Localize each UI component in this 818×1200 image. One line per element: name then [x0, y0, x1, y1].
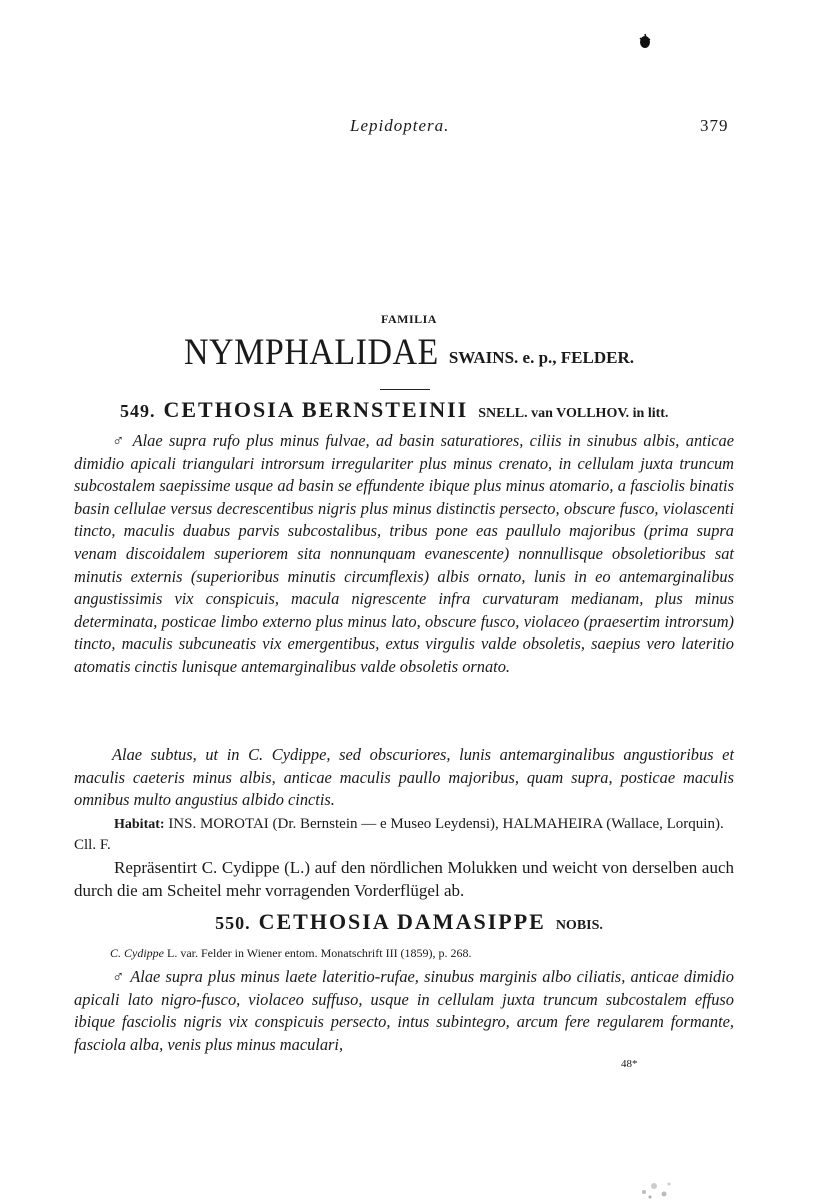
running-title: Lepidoptera.	[350, 116, 450, 135]
german-remark: Repräsentirt C. Cydippe (L.) auf den nördlichen Molukken und weicht von derselben auch durch die am Scheitel mehr vorragenden Vorderflügel ab.	[74, 858, 734, 900]
species-authority: SNELL. van VOLLHOV. in litt.	[478, 406, 669, 421]
habitat-text: INS. MOROTAI (Dr. Bernstein — e Museo Leydensi), HALMAHEIRA (Wallace, Lorquin). Cll. F.	[74, 816, 724, 853]
species-550-description: ♂ Alae supra plus minus laete lateritio-rufae, sinubus marginis albo ciliatis, anticae dimidio apicali lato nigro-fusco, violaceo suffuso, usque in cellulam juxta truncum subcostalem effuso ibique fasciolis nigris vix conspicuis persecto, intus subintegro, arcum fere regularem formante, fasciola alba, venis plus minus maculari,	[74, 967, 734, 1054]
species-number: 550.	[215, 913, 251, 933]
signature-mark: 48*	[621, 1058, 638, 1070]
species-number: 549.	[120, 401, 156, 421]
species-name: CETHOSIA BERNSTEINII	[163, 397, 469, 422]
species-549-underside: Alae subtus, ut in C. Cydippe, sed obscuriores, lunis antemarginalibus angustioribus et maculis caeteris minus albis, anticae maculis paullo majoribus, quam supra, posticae maculis omnibus multo angustius albido cinctis.	[74, 745, 734, 810]
literature-reference	[110, 946, 472, 961]
species-549-description: ♂ Alae supra rufo plus minus fulvae, ad basin saturatiores, ciliis in sinubus albis, anticae dimidio apicali triangulari introrsum irregulariter plus minus crenato, in cellulam juxta truncum subcostalem saepissime usque ad basin se effundente ibique plus minus atomario, a fasciolis binatis basin cellulae versus decrescentibus nigris plus minus distinctis persecto, obscure fusco, violascenti tincto, maculis duabus parvis subcostalibus, tribus pone eas paullulo majoribus (prima supra venam discoidalem superiorem sita nonnunquam evanescente) nonnullisque obsoletioribus sat minutis externis (superioribus minutis circumflexis) albis ornato, lunis in eo antemarginalibus angustissimis vix conspicuis, macula nigrescente infra curvaturam medianam, plus minus determinata, posticae limbo externo plus minus lato, obscure fusco, violaceo (praesertim introrsum) tincto, maculis subcuneatis vix emergentibus, extus virgulis valde obsoletis, saepius vero lateritio atomatis cinctis lunisque antemarginalibus valde obsoletis ornato.	[74, 431, 734, 676]
heading-rule	[380, 389, 430, 390]
reference-species: C. Cydippe	[110, 946, 164, 960]
habitat-paragraph	[74, 814, 734, 855]
habitat-label: Habitat:	[114, 817, 165, 832]
ink-spot-mark	[636, 32, 654, 50]
species-authority: NOBIS.	[555, 918, 603, 933]
page-number: 379	[700, 116, 729, 135]
species-name: CETHOSIA DAMASIPPE	[258, 909, 546, 934]
family-authority: SWAINS. e. p., FELDER.	[448, 348, 634, 367]
family-heading	[0, 334, 818, 372]
familia-label: FAMILIA	[381, 312, 437, 326]
family-name: NYMPHALIDAE	[184, 332, 439, 373]
paper-speck-mark	[636, 1172, 676, 1200]
species-550-heading	[0, 909, 818, 935]
species-549-heading	[120, 397, 668, 423]
reference-text: L. var. Felder in Wiener entom. Monatschrift III (1859), p. 268.	[167, 946, 472, 960]
